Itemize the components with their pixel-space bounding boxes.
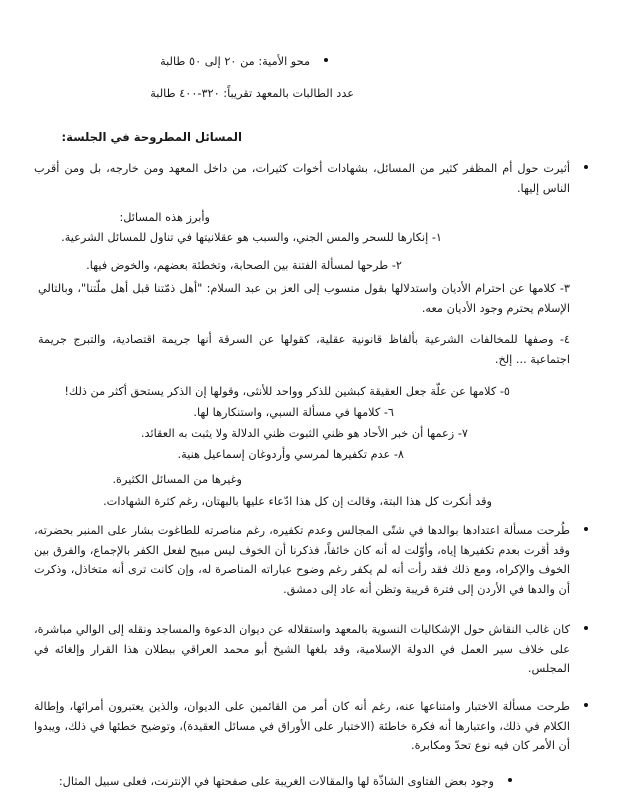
numbered-item-6 xyxy=(38,403,394,423)
bullet-dot-icon xyxy=(584,703,588,707)
numbered-item-1 xyxy=(38,228,442,248)
bullet-dot-icon xyxy=(508,778,512,782)
bullet-literacy xyxy=(30,52,332,71)
bullet-dot-icon xyxy=(324,58,328,62)
item-number-4: ٤- xyxy=(559,333,570,346)
bullet-dot-icon xyxy=(584,165,588,169)
bullet-item-3-text: طرحت مسألة الاختبار وامتناعها عنه، رغم أنه كان أمر من القائمين على الديوان، والذين يعتبرون أمرائها، وإطالة الكلام في ذلك، واعتبارها أنه فكرة خاطئة (الاختبار على الأوراق في مسائل العقيدة)، وتوضيح خطئها في ذلك، ويبدوا أن الأمر كان فيه نوع تحدّ ومكابرة. xyxy=(34,700,570,752)
bullet-item-2-text: كان غالب النقاش حول الإشكاليات النسوية بالمعهد واستقلاله عن ديوان الدعوة والمساجد ونقله إلى الوالي مباشرة، على خلاف سير العمل في الدولة الإسلامية، وقد بلغها الشيخ أبو محمد العراقي ببطلان هذا القرار وإلغائه في المجلس. xyxy=(34,623,570,675)
bullet-dot-icon xyxy=(584,527,588,531)
student-count-line: عدد الطالبات بالمعهد تقريباً: ٣٢٠-٤٠٠ طالبة xyxy=(150,87,354,100)
item-number-2: ٢- xyxy=(391,259,402,272)
numbered-item-8 xyxy=(38,445,404,465)
bullet-dot-icon xyxy=(584,626,588,630)
item-text-2: طرحها لمسألة الفتنة بين الصحابة، وتخطئة بعضهم، والخوض فيها. xyxy=(86,259,389,272)
item-text-4: وصفها للمخالفات الشرعية بألفاظ قانونية عقلية، كقولها عن السرقة أنها جريمة اقتصادية، والتبرج جريمة اجتماعية ... إلخ. xyxy=(38,333,570,366)
item-text-7: زعمها أن خبر الأحاد هو ظني الثبوت ظني الدلالة ولا يثبت به العقائد. xyxy=(140,427,455,440)
bullet-item-4 xyxy=(34,772,516,791)
section-heading: المسائل المطروحة في الجلسة: xyxy=(61,130,242,144)
intro-bullet xyxy=(34,159,592,198)
item-text-1: إنكارها للسحر والمس الجني، والسبب هو عقلانيتها في تناول للمسائل الشرعية. xyxy=(61,231,429,244)
item-number-6: ٦- xyxy=(383,406,394,419)
numbered-item-7 xyxy=(38,424,468,444)
item-number-7: ٧- xyxy=(457,427,468,440)
intro-bullet-text: أثيرت حول أم المظفر كثير من المسائل، بشهادات أخوات كثيرات، من داخل المعهد ومن خارجه، بل ومن أقرب الناس إليها. xyxy=(34,162,570,195)
bullet-item-4-text: وجود بعض الفتاوى الشاذّة لها والمقالات الغريبة على صفحتها في الإنترنت، فعلى سبيل المثال: xyxy=(58,775,494,788)
bullet-item-3 xyxy=(34,697,592,756)
numbered-item-5 xyxy=(38,382,510,402)
numbered-item-2 xyxy=(38,256,402,276)
item-text-6: كلامها في مسألة السبي، واستنكارها لها. xyxy=(193,406,381,419)
bullet-item-1-text: طُرحت مسألة اعتدادها بوالدها في شتّى المجالس وعدم تكفيره، رغم مناصرته للطاغوت بشار على المنبر بحضرته، وقد أقرت بعدم تكفيرها إياه، وأوّلت له أنه كان خائفاً، فذكرنا أن الخوف ليس مبيح لفعل الكفر بالإجماع، والفرق بين الخوف والإكراه، ومع ذلك فقد رأت أنه لم يكفر رغم وضوح عباراته المناصرة له، وإن كانت ترى أنه متخاذل، وذكرت أن والدها في الأردن إلى فترة قريبة وتظن أنه عاد إلى دمشق. xyxy=(34,524,570,596)
item-number-5: ٥- xyxy=(499,385,510,398)
bullet-literacy-text: محو الأمية: من ٢٠ إلى ٥٠ طالبة xyxy=(160,55,310,68)
item-text-5: كلامها عن علّة جعل العقيقة كبشين للذكر وواحد للأنثى، وقولها إن الذكر يستحق أكثر من ذلك! xyxy=(64,385,497,398)
item-text-8: عدم تكفيرها لمرسي وأردوغان إسماعيل هنية. xyxy=(177,448,391,461)
bullet-item-1 xyxy=(34,521,592,599)
item-text-3: كلامها عن احترام الأديان واستدلالها بقول منسوب إلى العز بن عبد السلام: "أهل ذمّتنا قبل أهل ملّتنا"، وبالتالي الإسلام يحترم وجود الأديان معه. xyxy=(38,282,570,315)
after-list-line-2: وقد أنكرت كل هذا البتة، وقالت إن كل هذا ادّعاء عليها بالبهتان، رغم كثرة الشهادات. xyxy=(103,495,492,508)
bullet-item-2 xyxy=(34,620,592,679)
item-number-3: ٣- xyxy=(559,282,570,295)
item-number-1: ١- xyxy=(431,231,442,244)
numbered-item-3 xyxy=(38,279,570,318)
after-list-line-1: وغيرها من المسائل الكثيرة. xyxy=(112,473,242,486)
numbered-item-4 xyxy=(38,330,570,369)
list-lead-in: وأبرز هذه المسائل: xyxy=(119,211,210,224)
item-number-8: ٨- xyxy=(393,448,404,461)
